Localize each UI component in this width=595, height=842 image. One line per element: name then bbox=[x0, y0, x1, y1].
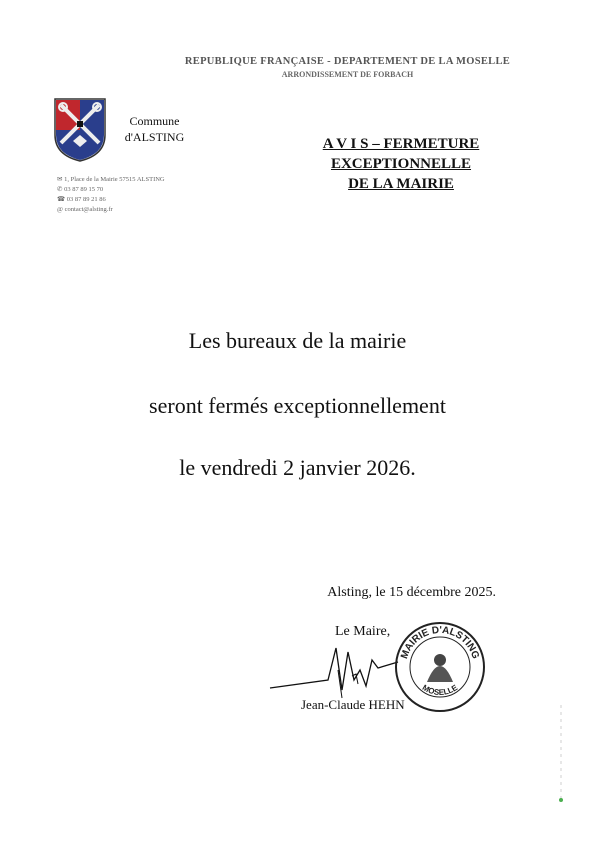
handwritten-signature bbox=[268, 640, 408, 700]
contact-address: ✉ 1, Place de la Mairie 57515 ALSTING bbox=[57, 176, 165, 183]
signatory-title: Le Maire, bbox=[335, 624, 391, 639]
notice-line1: A V I S – FERMETURE bbox=[322, 136, 480, 152]
body-line2: seront fermés exceptionnellement bbox=[149, 393, 446, 418]
commune-line1: Commune bbox=[129, 114, 180, 128]
notice-line3: DE LA MAIRIE bbox=[348, 176, 454, 192]
contact-phone: ✆ 03 87 89 15 70 bbox=[57, 186, 104, 193]
coat-of-arms-icon bbox=[53, 97, 107, 163]
place-date: Alsting, le 15 décembre 2025. bbox=[327, 585, 496, 600]
body-line3: le vendredi 2 janvier 2026. bbox=[179, 455, 416, 480]
svg-text:MOSELLE bbox=[421, 683, 460, 697]
phone-icon: ✆ bbox=[57, 186, 65, 193]
fax-icon: ☎ bbox=[57, 196, 67, 203]
stamp-bottom-text: MOSELLE bbox=[420, 682, 460, 698]
commune-line2: d'ALSTING bbox=[124, 130, 185, 144]
address-icon: ✉ bbox=[57, 176, 65, 183]
contact-email: @ contact@alsting.fr bbox=[57, 206, 113, 213]
scan-edge-mark bbox=[555, 705, 567, 805]
header-arrondissement: ARRONDISSEMENT DE FORBACH bbox=[281, 70, 414, 79]
official-stamp bbox=[393, 620, 487, 714]
body-line1: Les bureaux de la mairie bbox=[188, 328, 407, 353]
email-icon: @ bbox=[57, 206, 65, 213]
commune-name bbox=[112, 113, 197, 145]
contact-block bbox=[57, 175, 165, 215]
contact-fax: ☎ 03 87 89 21 86 bbox=[57, 196, 106, 203]
notice-line2: EXCEPTIONNELLE bbox=[330, 156, 472, 172]
stamp-top-text: MAIRIE D'ALSTING bbox=[399, 624, 481, 661]
signatory-name: Jean-Claude HEHN bbox=[301, 697, 405, 712]
notice-title bbox=[286, 134, 516, 194]
header-republic: REPUBLIQUE FRANÇAISE - DEPARTEMENT DE LA MOSELLE bbox=[184, 56, 511, 67]
